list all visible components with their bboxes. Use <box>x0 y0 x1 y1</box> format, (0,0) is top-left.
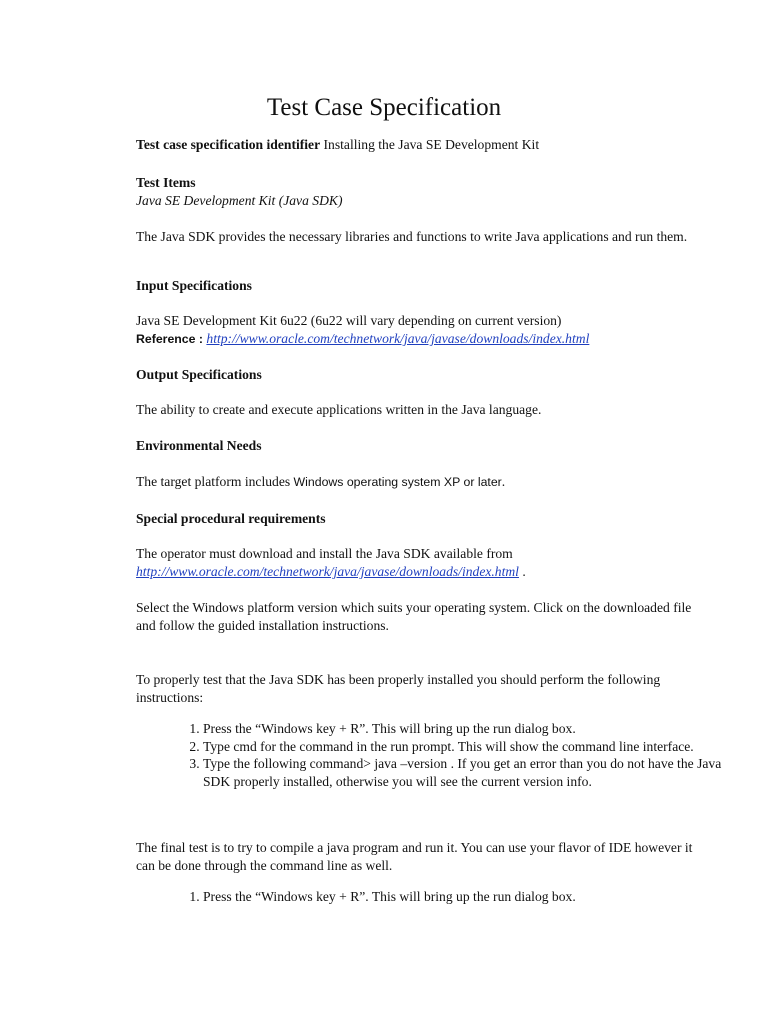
env-needs-platform: Windows operating system XP or later <box>293 475 502 489</box>
final-test-text: The final test is to try to compile a java program and run it. You can use your flavor of IDE however it can be done through the command line as well. <box>136 840 693 873</box>
download-suffix: . <box>518 564 526 579</box>
install-test-steps <box>136 720 743 790</box>
list-item: 2. Type cmd for the command in the run prompt. This will show the command line interface. <box>203 738 743 756</box>
download-link[interactable]: http://www.oracle.com/technetwork/java/javase/downloads/index.html <box>136 564 519 579</box>
final-test-steps <box>136 888 743 906</box>
page-title: Test Case Specification <box>266 94 502 121</box>
select-platform-text: Select the Windows platform version which suits your operating system. Click on the downloaded file and follow the guided installation instructions. <box>136 600 692 633</box>
output-specs-heading: Output Specifications <box>136 367 262 382</box>
identifier-line <box>136 136 696 154</box>
input-specs-reference <box>136 330 696 349</box>
test-item-name: Java SE Development Kit (Java SDK) <box>136 193 343 208</box>
download-text: The operator must download and install the Java SDK available from <box>136 546 513 561</box>
env-needs-text <box>136 473 696 492</box>
input-specs-text: Java SE Development Kit 6u22 (6u22 will vary depending on current version) <box>136 313 562 328</box>
env-needs-suffix: . <box>501 474 506 489</box>
special-req-heading: Special procedural requirements <box>136 511 326 526</box>
identifier-label: Test case specification identifier <box>136 137 321 152</box>
test-items-heading: Test Items <box>136 175 196 190</box>
reference-label: Reference : <box>136 332 203 346</box>
list-item: 1. Press the “Windows key + R”. This will bring up the run dialog box. <box>203 720 743 738</box>
list-item: 1. Press the “Windows key + R”. This will bring up the run dialog box. <box>203 888 743 906</box>
env-needs-prefix: The target platform includes <box>136 474 291 489</box>
identifier-value: Installing the Java SE Development Kit <box>323 137 540 152</box>
reference-link[interactable]: http://www.oracle.com/technetwork/java/javase/downloads/index.html <box>206 331 590 346</box>
test-intro-text: To properly test that the Java SDK has been properly installed you should perform the following instructions: <box>136 672 661 705</box>
list-item: 3. Type the following command> java –version . If you get an error than you do not have the Java SDK properly installed, otherwise you will see the current version info. <box>203 755 743 790</box>
env-needs-heading: Environmental Needs <box>136 438 262 453</box>
test-items-description: The Java SDK provides the necessary libraries and functions to write Java applications and run them. <box>136 229 688 244</box>
download-link-line <box>136 563 696 581</box>
output-specs-text: The ability to create and execute applications written in the Java language. <box>136 402 542 417</box>
input-specs-heading: Input Specifications <box>136 278 252 293</box>
